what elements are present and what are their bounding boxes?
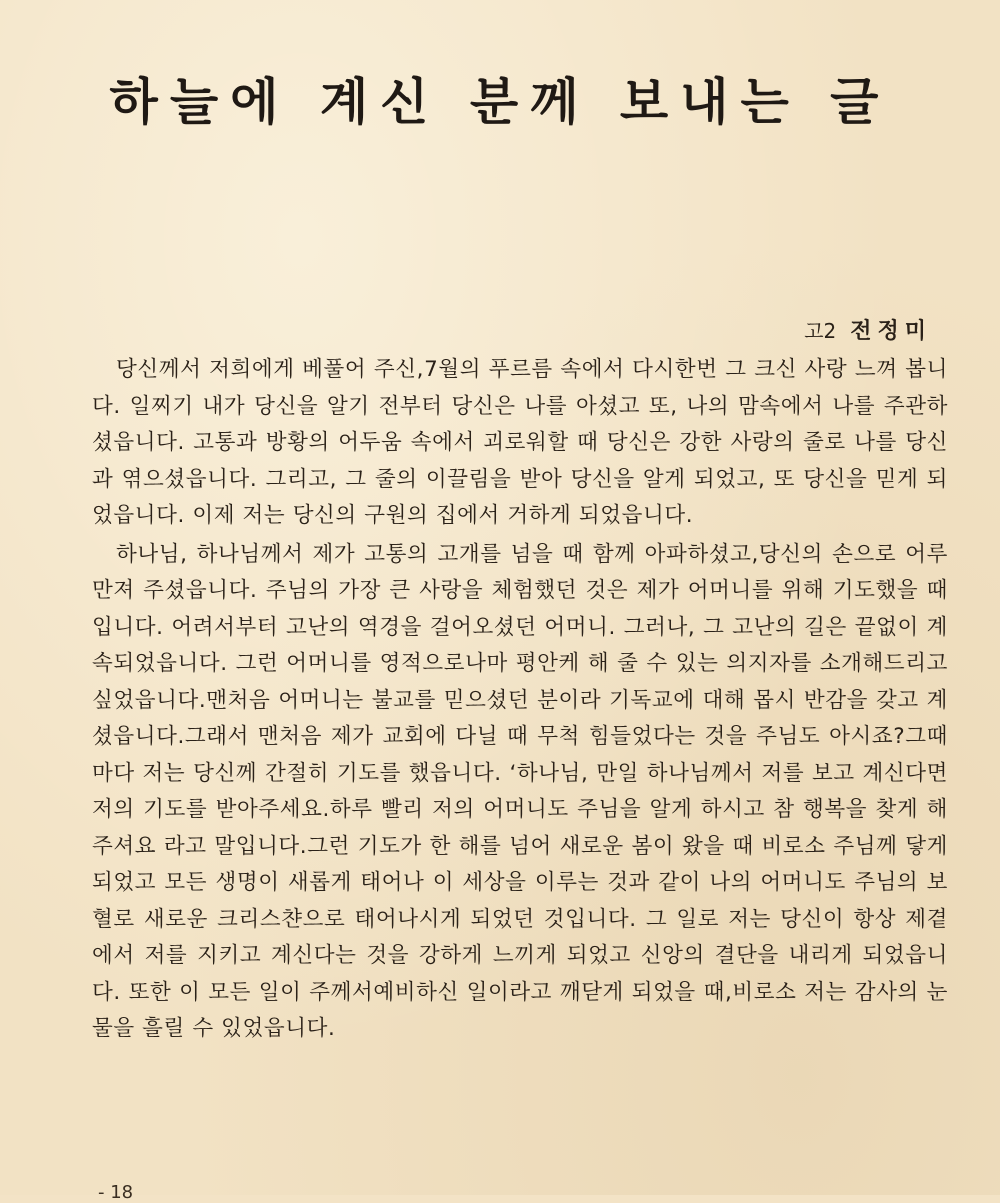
- author-name: 전정미: [850, 319, 932, 344]
- author-grade: 고2: [804, 319, 837, 343]
- paragraph: 당신께서 저희에게 베풀어 주신,7월의 푸르름 속에서 다시한번 그 크신 사랑 느껴 봅니다. 일찌기 내가 당신을 알기 전부터 당신은 나를 아셨고 또, 나의 맘속에서 나를 주관하셨읍니다. 고통과 방황의 어두움 속에서 괴로워할 때 당신은 강한 사랑의 줄로 나를 당신과 엮으셨읍니다. 그리고, 그 줄의 이끌림을 받아 당신을 알게 되었고, 또 당신을 믿게 되었읍니다. 이제 저는 당신의 구원의 집에서 거하게 되었읍니다.: [92, 357, 949, 528]
- author-byline: [804, 314, 932, 345]
- paragraph: 하나님, 하나님께서 제가 고통의 고개를 넘을 때 함께 아파하셨고,당신의 손으로 어루만져 주셨읍니다. 주님의 가장 큰 사랑을 체험했던 것은 제가 어머니를 위해 기도했을 때입니다. 어려서부터 고난의 역경을 걸어오셨던 어머니. 그러나, 그 고난의 길은 끝없이 계속되었읍니다. 그런 어머니를 영적으로나마 평안케 해 줄 수 있는 의지자를 소개해드리고 싶었읍니다.맨처음 어머니는 불교를 믿으셨던 분이라 기독교에 대해 몹시 반감을 갖고 계셨읍니다.그래서 맨처음 제가 교회에 다닐 때 무척 힘들었다는 것을 주님도 아시죠?그때마다 저는 당신께 간절히 기도를 했읍니다. ‘하나님, 만일 하나님께서 저를 보고 계신다면 저의 기도를 받아주세요.하루 빨리 저의 어머니도 주님을 알게 하시고 참 행복을 찾게 해주셔요 라고 말입니다.그런 기도가 한 해를 넘어 새로운 봄이 왔을 때 비로소 주님께 닿게 되었고 모든 생명이 새롭게 태어나 이 세상을 이루는 것과 같이 나의 어머니도 주님의 보혈로 새로운 크리스챤으로 태어나시게 되었던 것입니다. 그 일로 저는 당신이 항상 제곁에서 저를 지키고 계신다는 것을 강하게 느끼게 되었고 신앙의 결단을 내리게 되었읍니다. 또한 이 모든 일이 주께서예비하신 일이라고 깨닫게 되었을 때,비로소 저는 감사의 눈물을 흘릴 수 있었읍니다.: [92, 541, 948, 1041]
- article-body: [92, 352, 948, 1048]
- page-number: - 18: [98, 1182, 134, 1203]
- page-title: 하늘에 계신 분께 보내는 글: [109, 73, 891, 131]
